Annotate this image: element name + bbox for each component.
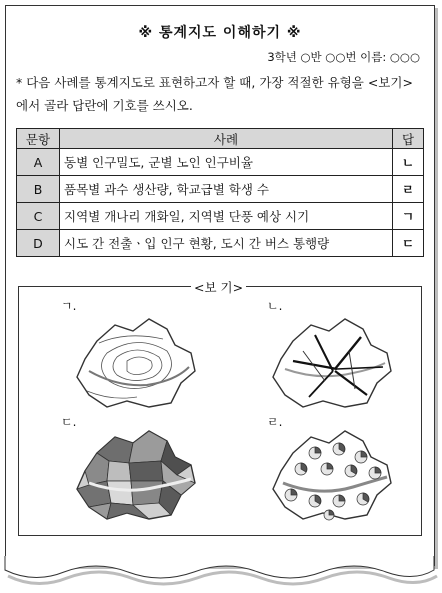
header-answer: 답: [393, 129, 424, 149]
row-answer: ㄱ: [393, 203, 424, 230]
isoline-map: [67, 311, 207, 417]
row-code: B: [17, 176, 60, 203]
row-answer: ㄴ: [393, 149, 424, 176]
instruction-text: * 다음 사례를 통계지도로 표현하고자 할 때, 가장 적절한 유형을 <보기>에서 골라 답란에 기호를 쓰시오.: [16, 75, 413, 113]
map-label-a: ㄱ.: [61, 299, 77, 313]
student-info: 3학년 ○반 ○○번 이름: ○○○: [267, 50, 420, 64]
bogi-label: <보 기>: [191, 278, 246, 296]
row-case: 지역별 개나리 개화일, 지역별 단풍 예상 시기: [60, 203, 393, 230]
table-row: [17, 149, 424, 176]
table-row: [17, 230, 424, 257]
map-label-c: ㄷ.: [61, 415, 77, 429]
header-item: 문항: [17, 129, 60, 149]
row-case: 품목별 과수 생산량, 학교급별 학생 수: [60, 176, 393, 203]
table-row: [17, 176, 424, 203]
torn-edge: [4, 556, 438, 590]
row-case: 동별 인구밀도, 군별 노인 인구비율: [60, 149, 393, 176]
table-row: [17, 203, 424, 230]
row-answer: ㄷ: [393, 230, 424, 257]
row-code: C: [17, 203, 60, 230]
worksheet-title: ※ 통계지도 이해하기 ※: [138, 25, 302, 41]
row-answer: ㄹ: [393, 176, 424, 203]
header-case: 사례: [60, 129, 393, 149]
worksheet: [5, 5, 435, 566]
flow-map: [263, 311, 403, 417]
bogi-box: [18, 280, 422, 536]
row-code: A: [17, 149, 60, 176]
map-label-d: ㄹ.: [267, 415, 283, 429]
case-table: [16, 128, 424, 257]
choropleth-map: [67, 423, 207, 529]
row-case: 시도 간 전출ㆍ입 인구 현황, 도시 간 버스 통행량: [60, 230, 393, 257]
pie-map: [263, 423, 403, 529]
row-code: D: [17, 230, 60, 257]
map-label-b: ㄴ.: [267, 299, 283, 313]
table-header-row: [17, 129, 424, 149]
